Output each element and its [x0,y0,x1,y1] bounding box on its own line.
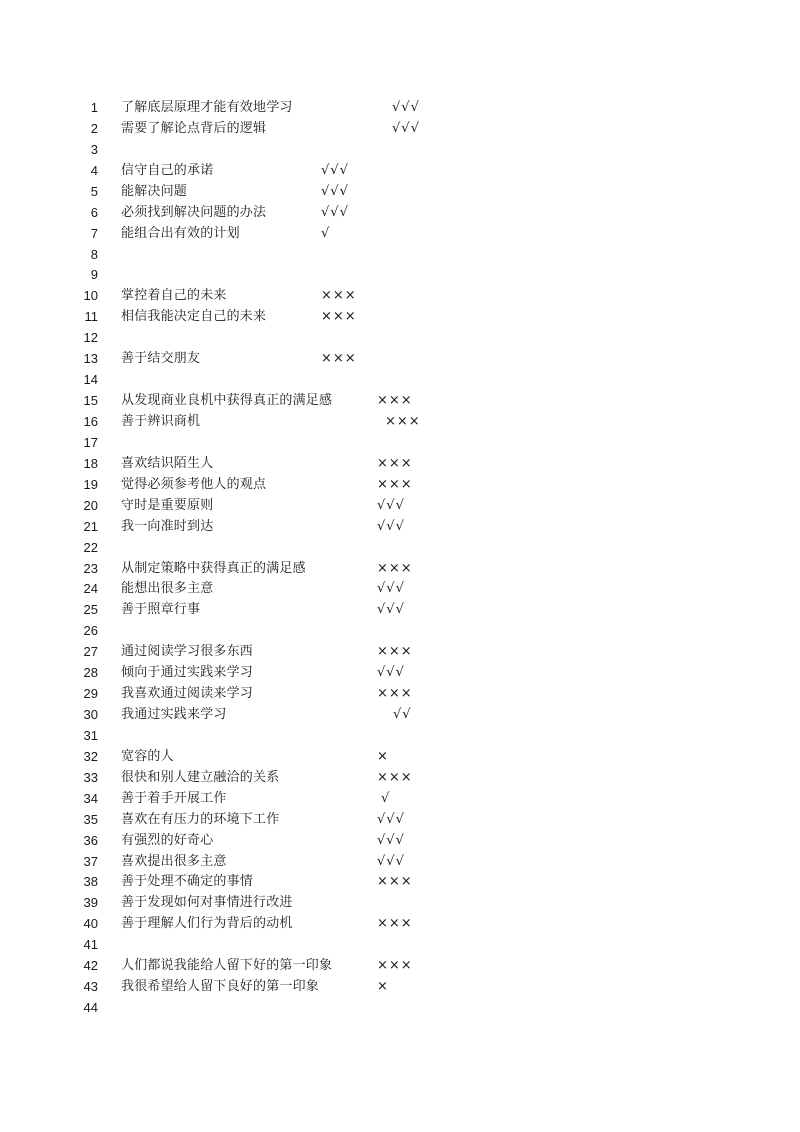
row-mark: ××× [377,686,413,701]
table-row [0,578,800,599]
row-number: 4 [90,162,98,178]
row-mark: √√√ [321,162,349,178]
row-text: 守时是重要原则 [121,497,214,513]
row-number: 15 [83,393,98,408]
row-number: 7 [90,225,98,241]
table-row [0,474,800,495]
row-number: 43 [83,979,98,995]
row-number: 31 [83,727,98,743]
row-mark: √√√ [392,120,420,136]
row-mark: ××× [321,309,357,325]
table-row [0,264,800,285]
row-number: 10 [83,288,98,304]
table-row [0,871,800,892]
row-mark: √√√ [377,581,405,597]
table-row [0,620,800,641]
table-row [0,704,800,725]
table-row [0,202,800,223]
row-text: 相信我能决定自己的未来 [121,309,267,325]
table-row [0,537,800,558]
row-number: 34 [83,790,98,806]
row-number: 19 [83,476,98,492]
row-mark: √√√ [377,665,405,681]
table-row [0,306,800,327]
table-row [0,809,800,830]
row-text: 善于照章行事 [121,602,201,618]
row-number: 30 [83,707,98,722]
table-row [0,348,800,369]
row-text: 有强烈的好奇心 [121,832,214,848]
row-number: 16 [83,413,98,429]
row-text: 人们都说我能给人留下好的第一印象 [121,958,333,974]
row-mark: √√√ [377,811,405,827]
row-mark: ××× [377,916,413,932]
row-text: 掌控着自己的未来 [121,288,227,304]
table-row [0,558,800,579]
row-text: 喜欢结识陌生人 [121,455,214,471]
table-row [0,767,800,788]
row-text: 我喜欢通过阅读来学习 [121,686,254,701]
row-number: 32 [83,748,98,764]
row-mark: × [377,979,389,995]
row-number: 13 [83,351,98,367]
table-row [0,788,800,809]
row-number: 29 [83,686,98,701]
row-text: 善于结交朋友 [121,351,201,367]
table-row [0,516,800,537]
row-mark: ××× [321,351,357,367]
row-mark: √ [321,225,331,241]
row-text: 善于发现如何对事情进行改进 [121,895,293,911]
row-number: 21 [83,518,98,534]
row-mark: ××× [377,476,413,492]
table-row [0,892,800,913]
row-mark: ××× [377,393,413,408]
row-text: 善于着手开展工作 [121,790,227,806]
table-row [0,139,800,160]
row-number: 42 [83,958,98,974]
table-row [0,641,800,662]
row-mark: √√√ [392,100,420,115]
row-number: 40 [83,916,98,932]
row-mark: ××× [377,644,413,660]
table-row [0,934,800,955]
table-row [0,683,800,704]
row-number: 28 [83,665,98,681]
row-number: 33 [83,769,98,785]
table-row [0,223,800,244]
table-row [0,369,800,390]
row-text: 善于处理不确定的事情 [121,874,254,890]
row-number: 6 [90,204,98,220]
row-mark: √√√ [377,497,405,513]
row-number: 37 [83,853,98,869]
table-row [0,913,800,934]
table-row [0,411,800,432]
row-number: 1 [90,100,98,115]
row-text: 宽容的人 [121,748,174,764]
table-row [0,432,800,453]
table-row [0,746,800,767]
row-mark: ××× [385,413,421,429]
row-mark: √√√ [377,602,405,618]
row-number: 22 [83,539,98,555]
row-text: 必须找到解决问题的办法 [121,204,267,220]
row-text: 倾向于通过实践来学习 [121,665,254,681]
row-number: 9 [90,267,98,283]
table-row [0,118,800,139]
row-number: 38 [83,874,98,890]
row-number: 2 [90,120,98,136]
table-row [0,830,800,851]
row-text: 觉得必须参考他人的观点 [121,476,267,492]
row-text: 能解决问题 [121,183,188,199]
row-number: 39 [83,895,98,911]
row-mark: √√√ [377,832,405,848]
table-row [0,244,800,265]
row-number: 27 [83,644,98,660]
table-row [0,453,800,474]
row-text: 从制定策略中获得真正的满足感 [121,560,306,576]
row-number: 20 [83,497,98,513]
row-number: 23 [83,560,98,576]
table-row [0,390,800,411]
row-text: 善于理解人们行为背后的动机 [121,916,293,932]
row-number: 26 [83,623,98,639]
row-number: 24 [83,581,98,597]
table-row [0,976,800,997]
row-number: 18 [83,455,98,471]
row-text: 善于辨识商机 [121,413,201,429]
row-mark: √√√ [321,183,349,199]
row-number: 36 [83,832,98,848]
row-mark: √√√ [377,518,405,534]
table-row [0,599,800,620]
row-mark: √√√ [321,204,349,220]
table-row [0,662,800,683]
table-row [0,160,800,181]
table-row [0,97,800,118]
row-number: 44 [83,1000,98,1015]
row-text: 我通过实践来学习 [121,707,227,722]
table-row [0,725,800,746]
row-mark: ××× [321,288,357,304]
row-number: 25 [83,602,98,618]
row-text: 喜欢提出很多主意 [121,853,227,869]
row-text: 通过阅读学习很多东西 [121,644,254,660]
row-text: 了解底层原理才能有效地学习 [121,100,293,115]
row-text: 喜欢在有压力的环境下工作 [121,811,280,827]
row-text: 能想出很多主意 [121,581,214,597]
row-number: 35 [83,811,98,827]
row-text: 我很希望给人留下良好的第一印象 [121,979,320,995]
table-row [0,181,800,202]
table-row [0,495,800,516]
row-mark: √ [381,790,391,806]
row-number: 11 [84,309,98,325]
row-mark: ××× [377,769,413,785]
row-text: 信守自己的承诺 [121,162,214,178]
row-mark: ××× [377,560,413,576]
row-number: 17 [83,434,98,450]
row-number: 5 [90,183,98,199]
row-text: 很快和别人建立融洽的关系 [121,769,280,785]
row-number: 8 [90,246,98,262]
row-text: 从发现商业良机中获得真正的满足感 [121,393,333,408]
row-number: 41 [83,937,98,953]
table-row [0,285,800,306]
row-number: 14 [83,372,98,388]
row-mark: × [377,748,389,764]
table-row [0,327,800,348]
row-text: 能组合出有效的计划 [121,225,240,241]
row-mark: ××× [377,874,413,890]
row-mark: ××× [377,455,413,471]
table-row [0,955,800,976]
row-mark: √√ [393,707,412,722]
row-number: 3 [90,141,98,157]
row-mark: ××× [377,958,413,974]
table-row [0,851,800,872]
row-mark: √√√ [377,853,405,869]
row-number: 12 [83,330,98,346]
row-text: 我一向准时到达 [121,518,214,534]
row-text: 需要了解论点背后的逻辑 [121,120,267,136]
table-row [0,997,800,1018]
